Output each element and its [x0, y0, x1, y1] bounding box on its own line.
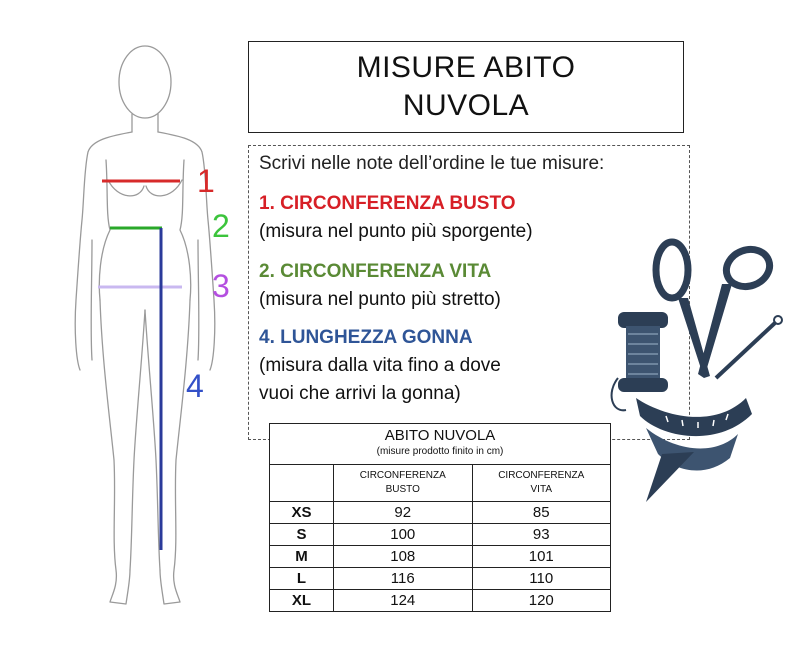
table-row: [270, 524, 611, 546]
label-1: 1: [197, 163, 215, 199]
length-note-1: (misura dalla vita fino a dove: [259, 355, 501, 376]
table-subtitle: (misure prodotto finito in cm): [376, 446, 504, 457]
label-3: 3: [212, 268, 230, 304]
title-box: [248, 41, 684, 133]
waist-note: (misura nel punto più stretto): [259, 289, 501, 310]
bust-heading: 1. CIRCONFERENZA BUSTO: [259, 193, 516, 214]
table-title-cell: [270, 424, 611, 465]
body-figure-illustration: [70, 40, 240, 620]
size-cell: XS: [270, 502, 334, 524]
vita-cell: 101: [472, 546, 611, 568]
size-cell: M: [270, 546, 334, 568]
busto-cell: 92: [334, 502, 473, 524]
bust-note: (misura nel punto più sporgente): [259, 221, 533, 242]
title-line-1: MISURE ABITO: [356, 51, 576, 84]
size-table: [269, 423, 611, 612]
busto-cell: 100: [334, 524, 473, 546]
table-row: [270, 590, 611, 612]
waist-heading: 2. CIRCONFERENZA VITA: [259, 261, 492, 282]
table-title: ABITO NUVOLA: [384, 427, 496, 444]
table-header-busto: CIRCONFERENZA BUSTO: [334, 465, 473, 502]
busto-cell: 116: [334, 568, 473, 590]
size-cell: S: [270, 524, 334, 546]
vita-cell: 120: [472, 590, 611, 612]
label-4: 4: [186, 368, 204, 404]
busto-cell: 124: [334, 590, 473, 612]
instructions-intro: Scrivi nelle note dell’ordine le tue misure:: [259, 153, 605, 174]
table-row: [270, 546, 611, 568]
table-row: [270, 502, 611, 524]
vita-cell: 110: [472, 568, 611, 590]
length-heading: 4. LUNGHEZZA GONNA: [259, 327, 473, 348]
vita-cell: 93: [472, 524, 611, 546]
size-cell: L: [270, 568, 334, 590]
table-header-vita: CIRCONFERENZA VITA: [472, 465, 611, 502]
vita-cell: 85: [472, 502, 611, 524]
size-cell: XL: [270, 590, 334, 612]
label-2: 2: [212, 208, 230, 244]
busto-cell: 108: [334, 546, 473, 568]
table-header-size: [270, 465, 334, 502]
table-row: [270, 568, 611, 590]
title-line-2: NUVOLA: [402, 89, 530, 122]
length-note-2: vuoi che arrivi la gonna): [259, 383, 461, 404]
sewing-tools-icon: [606, 228, 796, 508]
